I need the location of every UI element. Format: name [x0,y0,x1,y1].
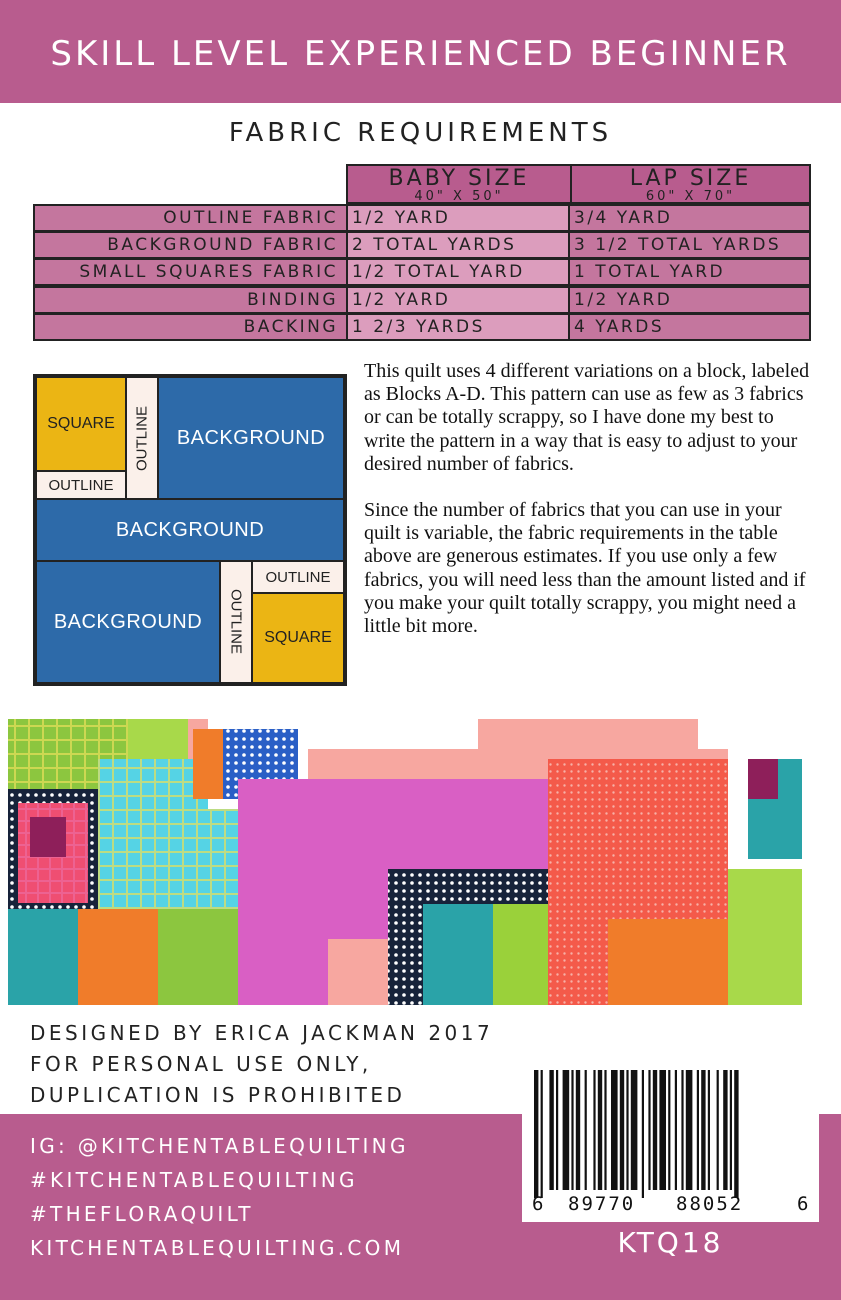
barcode-bar [626,1070,628,1190]
description-paragraph: Since the number of fabrics that you can use in your quilt is variable, the fabric requirements in the table above are generous estimates. If you use only a few fabrics, you will need less than the amount listed and if you make your quilt totally scrappy, you might need a little bit more. [364,499,806,638]
barcode-digits-left: 89770 [568,1193,636,1215]
barcode-bar [701,1070,705,1190]
hashtag-thefloraquilt: #THEFLORAQUILT [30,1202,254,1226]
barcode-bar [593,1070,595,1190]
row-label: SMALL SQUARES FABRIC [33,258,348,286]
square-top: SQUARE [35,376,127,472]
barcode-bar [708,1070,710,1190]
barcode-bar [730,1070,732,1190]
lap-value: 1 TOTAL YARD [568,258,811,286]
barcode-digits-right: 88052 [676,1193,744,1215]
row-label: OUTLINE FABRIC [33,204,348,232]
instagram-handle[interactable]: IG: @KITCHENTABLEQUILTING [30,1134,409,1158]
outline-top-horizontal: OUTLINE [35,470,127,500]
barcode [522,1060,819,1222]
barcode-bar [549,1070,553,1190]
row-label: BACKGROUND FABRIC [33,231,348,259]
baby-value: 1/2 YARD [346,204,570,232]
barcode-bar [681,1070,683,1190]
lap-value: 4 YARDS [568,313,811,341]
quilt-photo-illustration [8,719,802,1005]
barcode-bar [631,1070,638,1190]
barcode-bar [556,1070,558,1190]
barcode-bar [686,1070,693,1190]
baby-value: 1/2 TOTAL YARD [346,258,570,286]
baby-value: 2 TOTAL YARDS [346,231,570,259]
barcode-bar [541,1070,543,1198]
pattern-description [364,360,810,661]
outline-top-vertical: OUTLINE [125,376,159,500]
barcode-bar [668,1070,670,1190]
barcode-bar [611,1070,618,1190]
row-label: BINDING [33,286,348,314]
credits [30,1018,493,1111]
lap-size-header [570,164,811,204]
lap-size-dimensions: 60" X 70" [645,189,736,204]
table-row [33,313,811,341]
top-banner [0,0,841,103]
barcode-bar [648,1070,650,1190]
skill-level-title: SKILL LEVEL EXPERIENCED BEGINNER [50,34,791,74]
table-row [33,204,811,232]
description-paragraph: This quilt uses 4 different variations on a block, labeled as Blocks A-D. This pattern can use as few as 3 fabrics or can be totally scrappy, so I have done my best to write the pattern in a way that is easy to adjust to your desired number of fabrics. [364,360,810,475]
lap-value: 1/2 YARD [568,286,811,314]
baby-size-dimensions: 40" X 50" [414,189,504,204]
barcode-bar [734,1070,738,1198]
barcode-bar [723,1070,727,1190]
barcode-bar [604,1070,606,1190]
table-row [33,231,811,259]
barcode-digit-last: 6 [797,1193,809,1215]
barcode-digit-first: 6 [532,1193,544,1215]
table-row [33,258,811,286]
fabric-requirements-title: FABRIC REQUIREMENTS [228,118,613,148]
quilt-photo [8,719,802,1005]
duplication-notice: DUPLICATION IS PROHIBITED [30,1083,406,1107]
personal-use-notice: FOR PERSONAL USE ONLY, [30,1052,372,1076]
outline-bottom-horizontal: OUTLINE [251,560,345,594]
hashtag-kitchentablequilting: #KITCHENTABLEQUILTING [30,1168,358,1192]
barcode-bar [576,1070,580,1190]
barcode-bar [534,1070,538,1198]
barcode-bar [717,1070,719,1190]
barcode-bar [697,1070,699,1190]
designer-credit: DESIGNED BY ERICA JACKMAN 2017 [30,1021,494,1045]
row-label: BACKING [33,313,348,341]
barcode-bar [571,1070,573,1190]
barcode-bar [620,1070,624,1190]
background-top: BACKGROUND [157,376,345,500]
barcode-bar [598,1070,602,1190]
lap-size-label: LAP SIZE [629,166,752,191]
sku-code: KTQ18 [617,1226,724,1259]
outline-bottom-vertical: OUTLINE [219,560,253,684]
background-bottom: BACKGROUND [35,560,221,684]
barcode-bar [585,1070,587,1190]
baby-size-label: BABY SIZE [388,166,530,191]
website-link[interactable]: KITCHENTABLEQUILTING.COM [30,1236,405,1260]
background-middle: BACKGROUND [35,498,345,562]
barcode-bar [659,1070,666,1190]
barcode-bar [653,1070,657,1190]
social-links [30,1129,409,1265]
baby-value: 1 2/3 YARDS [346,313,570,341]
barcode-bar [642,1070,644,1198]
lap-value: 3/4 YARD [568,204,811,232]
square-bottom: SQUARE [251,592,345,684]
table-row [33,286,811,314]
barcode-bar [563,1070,570,1190]
block-diagram [33,374,347,686]
barcode-bar [675,1070,677,1190]
baby-value: 1/2 YARD [346,286,570,314]
lap-value: 3 1/2 TOTAL YARDS [568,231,811,259]
baby-size-header [346,164,572,204]
